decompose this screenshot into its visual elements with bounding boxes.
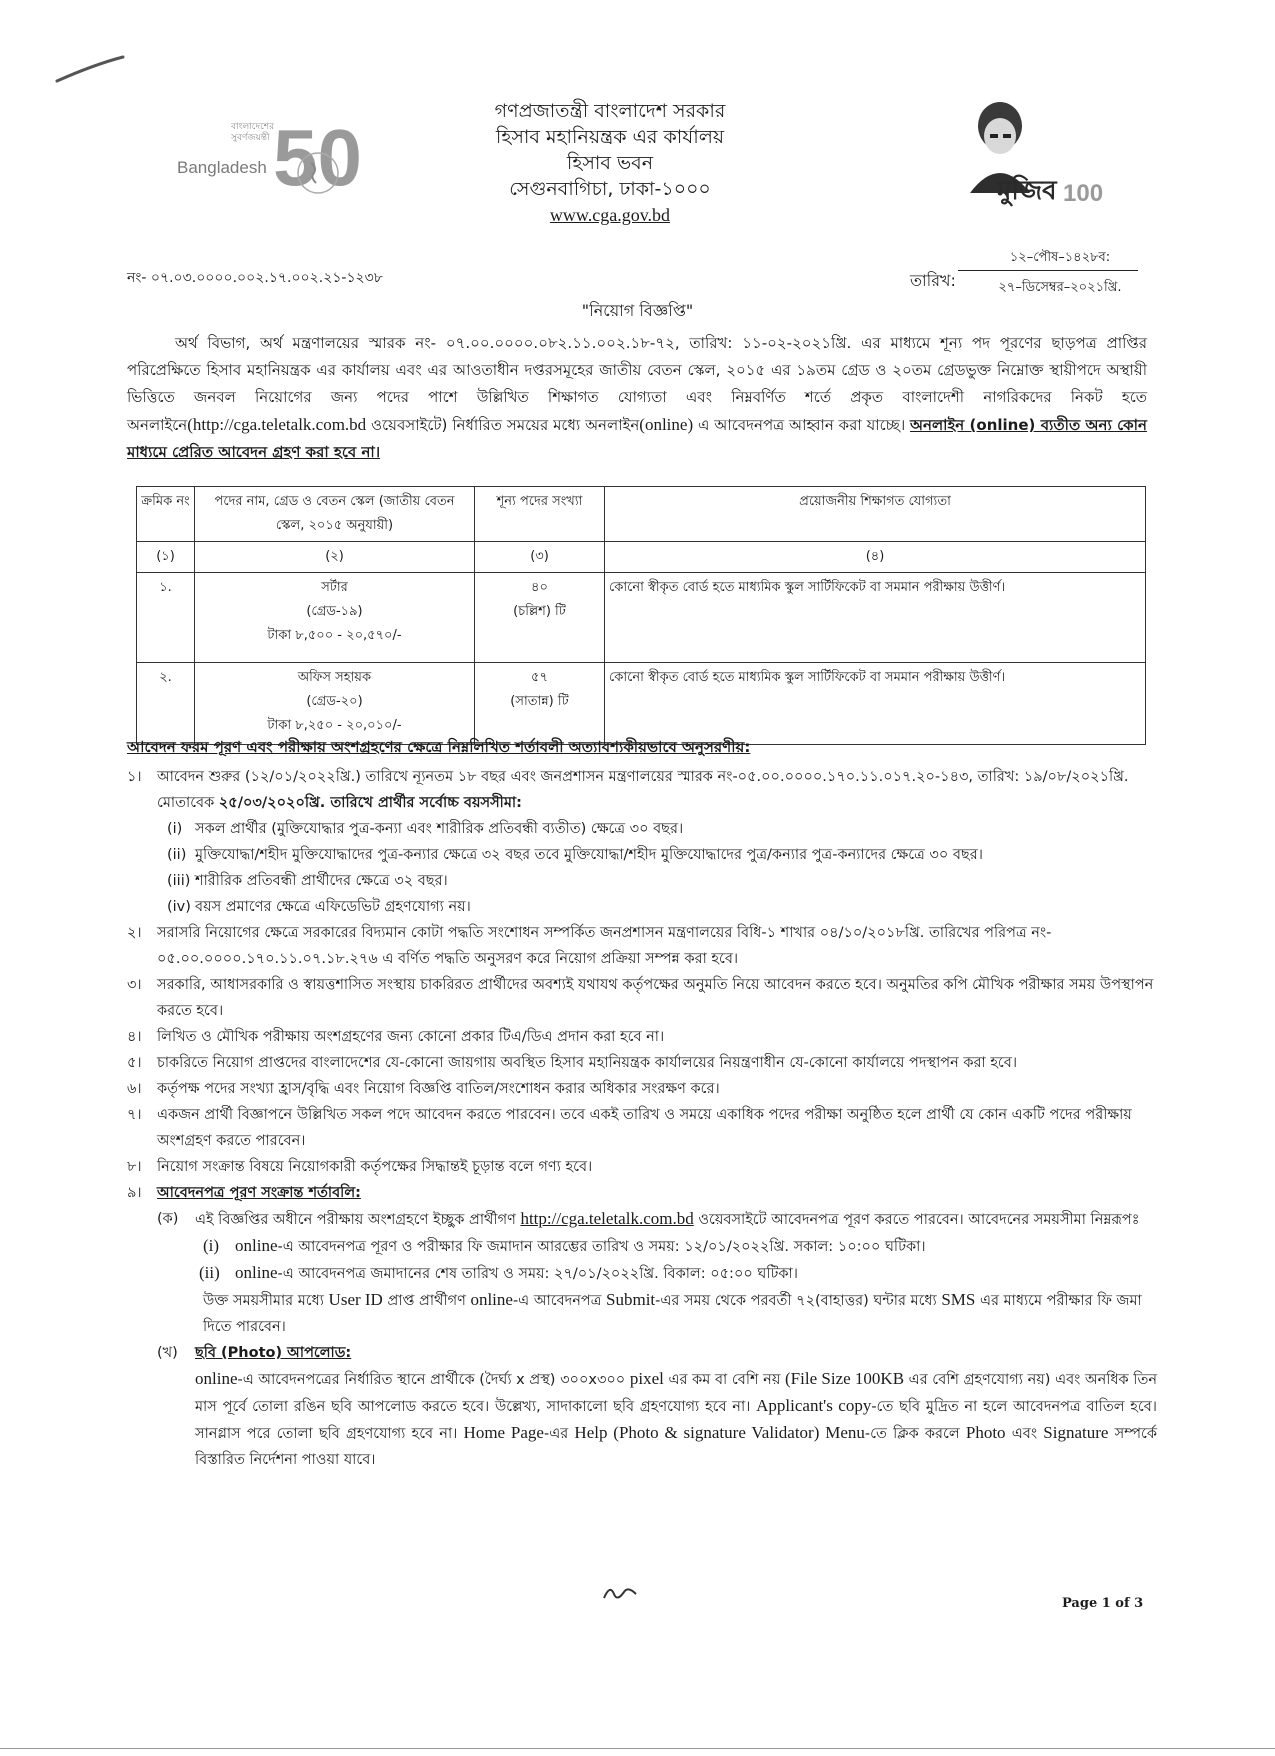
photo-upload-heading: ছবি (Photo) আপলোড: — [195, 1345, 352, 1361]
col-number: (৩) — [475, 542, 605, 573]
post-grade: (গ্রেড-১৯) — [306, 604, 363, 619]
age-sub-item — [157, 868, 1157, 894]
condition-text: সরকারি, আধাসরকারি ও স্বায়ত্তশাসিত সংস্থায় চাকরিরত প্রার্থীদের অবশ্যই যথাযথ কর্তৃপক্ষের অনুমতি নিয়ে আবেদন করতে হবে। অনুমতির কপি মৌখিক পরীক্ষার সময় উপস্থাপন করতে হবে। — [157, 977, 1154, 1019]
row-post — [195, 663, 475, 745]
sub-text: সকল প্রার্থীর (মুক্তিযোদ্ধার পুত্র-কন্যা এবং শারীরিক প্রতিবন্ধী ব্যতীত) ক্ষেত্রে ৩০ বছর। — [195, 821, 684, 837]
note-latin: Submit — [606, 1290, 656, 1309]
deadline-text: -এ আবেদনপত্র পূরণ ও পরীক্ষার ফি জমাদান আরম্ভের তারিখ ও সময়: ১২/০১/২০২২খ্রি. সকাল: ১০:০০ ঘটিকা। — [277, 1239, 926, 1255]
condition-number: ৫। — [127, 1055, 142, 1071]
online-word: online — [235, 1236, 278, 1255]
post-grade: (গ্রেড-২০) — [306, 694, 363, 709]
date-english: ২৭–ডিসেম্বর–২০২১খ্রি. — [998, 280, 1122, 295]
online-word: online — [235, 1263, 278, 1282]
header-website-link[interactable]: www.cga.gov.bd — [549, 205, 671, 225]
condition-item — [127, 972, 1157, 1024]
notice-title: "নিয়োগ বিজ্ঞপ্তি" — [581, 301, 694, 320]
sub-number: (ক) — [157, 1211, 179, 1227]
header-serial: ক্রমিক নং — [137, 487, 195, 542]
condition-item — [127, 1024, 1157, 1050]
table-row — [137, 573, 1146, 663]
condition-number: ১। — [127, 769, 142, 785]
conditions-section — [127, 734, 1157, 1473]
photo-text: -এর — [543, 1426, 575, 1442]
logo-left-number: 50 — [273, 113, 362, 202]
photo-text: এবং — [1005, 1426, 1044, 1442]
photo-text: -তে ক্লিক করলে — [864, 1426, 966, 1442]
photo-latin: pixel — [629, 1369, 664, 1388]
date-bangla: ১২–পৌষ–১৪২৮ব: — [1009, 250, 1111, 265]
row-serial: ২. — [137, 663, 195, 745]
table-column-number-row — [137, 542, 1146, 573]
table-header-row — [137, 487, 1146, 542]
recruitment-site-link[interactable]: (http://cga.teletalk.com.bd — [187, 415, 367, 434]
note-text: এর মাধ্যমে পরীক্ষার ফি জমা দিতে পারবেন। — [203, 1293, 1142, 1335]
deadline-item — [195, 1260, 1157, 1287]
post-pay-scale: টাকা ৮,২৫০ - ২০,০১০/- — [267, 718, 402, 733]
sub-text: মুক্তিযোদ্ধা/শহীদ মুক্তিযোদ্ধাদের পুত্র-কন্যার ক্ষেত্রে ৩২ বছর তবে মুক্তিযোদ্ধা/শহীদ মুক্তিযোদ্ধাদের পুত্র/কন্যার পুত্র-কন্যাদের ক্ষেত্রে ৩০ বছর। — [195, 847, 983, 863]
row-post — [195, 573, 475, 663]
condition-text: লিখিত ও মৌখিক পরীক্ষায় অংশগ্রহণের জন্য কোনো প্রকার টিএ/ডিএ প্রদান করা হবে না। — [157, 1029, 665, 1045]
photo-instructions — [195, 1366, 1157, 1473]
condition-item — [127, 1050, 1157, 1076]
photo-text: -তে ছবি মুদ্রিত না হলে আবেদনপত্র বাতিল হবে। সানগ্লাস পরে তোলা ছবি গ্রহণযোগ্য হবে না। — [195, 1399, 1157, 1442]
deadline-item — [195, 1233, 1157, 1260]
logo-left-word: Bangladesh — [177, 158, 267, 177]
conditions-heading: আবেদন ফরম পূরণ এবং পরীক্ষায় অংশগ্রহণের ক্ষেত্রে নিম্নলিখিত শর্তাবলী অত্যাবশ্যকীয়ভাবে অনুসরণীয়: — [127, 738, 751, 756]
header-building: হিসাব ভবন — [566, 152, 654, 174]
photo-text: সম্পর্কে বিস্তারিত নির্দেশনা পাওয়া যাবে। — [195, 1426, 1158, 1468]
note-text: -এ আবেদনপত্র — [512, 1293, 607, 1309]
note-latin: User ID — [328, 1290, 383, 1309]
header-vacancy-count: শূন্য পদের সংখ্যা — [475, 487, 605, 542]
sub-number: (iii) — [167, 873, 191, 889]
col-number: (১) — [137, 542, 195, 573]
condition-text: আবেদন শুরুর (১২/০১/২০২২খ্রি.) তারিখে ন্যূনতম ১৮ বছর এবং জনপ্রশাসন মন্ত্রণালয়ের স্মারক নং-০৫.০০.০০০০.১৭০.১১.০১৭.২০-১৪৩, তারিখ: ১৯/০৮/২০২১খ্রি. মোতাবেক — [157, 769, 1129, 811]
condition-number: ৮। — [127, 1159, 142, 1175]
condition-item — [127, 1154, 1157, 1180]
post-name: অফিস সহায়ক — [297, 670, 372, 685]
condition-item — [127, 920, 1157, 972]
photo-text: এর কম বা বেশি নয় — [663, 1372, 786, 1388]
age-sub-item — [157, 842, 1157, 868]
row-vacancy — [475, 573, 605, 663]
vacancy-count-words: (সাতান্ন) টি — [510, 694, 569, 709]
vacancy-count-words: (চল্লিশ) টি — [513, 604, 566, 619]
sub-number: (iv) — [167, 899, 191, 915]
date-divider — [958, 270, 1138, 271]
post-pay-scale: টাকা ৮,৫০০ - ২০,৫৭০/- — [267, 628, 402, 643]
condition-item — [127, 764, 1157, 920]
condition-item — [127, 1076, 1157, 1102]
row-vacancy — [475, 663, 605, 745]
photo-text: এর বেশি গ্রহণযোগ্য নয়) এবং অনধিক তিন মাস পূর্বে তোলা রঙিন ছবি আপলোড করতে হবে। উল্লেখ্য, সাদাকালো ছবি গ্রহণযোগ্য হবে না। — [195, 1372, 1157, 1415]
logo-right-number: 100 — [1063, 180, 1104, 207]
condition-number: ৭। — [127, 1107, 142, 1123]
condition-text: নিয়োগ সংক্রান্ত বিষয়ে নিয়োগকারী কর্তৃপক্ষের সিদ্ধান্তই চূড়ান্ত বলে গণ্য হবে। — [157, 1159, 593, 1175]
header-post: পদের নাম, গ্রেড ও বেতন স্কেল (জাতীয় বেতন স্কেল, ২০১৫ অনুযায়ী) — [195, 487, 475, 542]
condition-item — [127, 1180, 1157, 1473]
row-qualification: কোনো স্বীকৃত বোর্ড হতে মাধ্যমিক স্কুল সার্টিফিকেট বা সমমান পরীক্ষায় উত্তীর্ণ। — [605, 573, 1146, 663]
sub-text: এই বিজ্ঞপ্তির অধীনে পরীক্ষায় অংশগ্রহণে ইচ্ছুক প্রার্থীগণ — [195, 1212, 521, 1228]
note-text: -এর সময় থেকে পরবর্তী ৭২(বাহাত্তর) ঘন্টার মধ্যে — [655, 1293, 942, 1309]
vacancy-count: ৫৭ — [531, 670, 548, 685]
memo-number: নং- ০৭.০৩.০০০০.০০২.১৭.০০২.২১-১২৩৮ — [127, 270, 383, 286]
intro-text-1: অর্থ বিভাগ, অর্থ মন্ত্রণালয়ের স্মারক নং- ০৭.০০.০০০০.০৮২.১১.০০২.১৮-৭২, তারিখ: ১১-০২-২০২১খ্রি. এর মাধ্যমে শূন্য পদ পূরণের ছাড়পত্র প্রাপ্তির পরিপ্রেক্ষিতে হিসাব মহানিয়ন্ত্রক এর কার্যালয় এবং এর আওতাধীন দপ্তরসমূহের জাতীয় বেতন স্কেল, ২০১৫ এর ১৯তম গ্রেড ও ২০তম গ্রেডভুক্ত নিম্নোক্ত স্থায়ীপদে অস্থায়ী ভিত্তিতে জনবল নিয়োগের জন্য পদের পাশে উল্লিখিত শিক্ষাগত যোগ্যতা এবং নিম্নবর্ণিত শর্তে প্রকৃত বাংলাদেশী নাগরিকদের নিকট হতে অনলাইনে — [127, 334, 1147, 434]
table-row — [137, 663, 1146, 745]
row-qualification: কোনো স্বীকৃত বোর্ড হতে মাধ্যমিক স্কুল সার্টিফিকেট বা সমমান পরীক্ষায় উত্তীর্ণ। — [605, 663, 1146, 745]
sub-text: ওয়েবসাইটে আবেদনপত্র পূরণ করতে পারবেন। আবেদনের সময়সীমা নিম্নরূপঃ — [693, 1212, 1140, 1228]
page-number: Page 1 of 3 — [1062, 1596, 1144, 1611]
post-name: সর্টার — [321, 580, 348, 595]
condition-number: ৪। — [127, 1029, 142, 1045]
col-number: (৪) — [605, 542, 1146, 573]
sub-number: (ii) — [167, 847, 187, 863]
application-sub-item — [157, 1340, 1157, 1473]
sub-number: (ii) — [199, 1263, 220, 1282]
photo-latin: Applicant's copy — [756, 1396, 872, 1415]
condition-text: একজন প্রার্থী বিজ্ঞাপনে উল্লিখিত সকল পদে আবেদন করতে পারবেন। তবে একই তারিখ ও সময়ে একাধিক পদের পরীক্ষা অনুষ্ঠিত হলে প্রার্থী যে কোন একটি পদের পরীক্ষায় অংশগ্রহণ করতে পারবেন। — [157, 1107, 1132, 1149]
photo-latin: Help (Photo & signature Validator) Menu — [574, 1423, 865, 1442]
mujib-100-logo — [935, 98, 1110, 218]
teletalk-link[interactable]: http://cga.teletalk.com.bd — [520, 1209, 694, 1228]
condition-text: সরাসরি নিয়োগের ক্ষেত্রে সরকারের বিদ্যমান কোটা পদ্ধতি সংশোধন সম্পর্কিত জনপ্রশাসন মন্ত্রণালয়ের বিধি-১ শাখার ০৪/১০/২০১৮খ্রি. তারিখের পরিপত্র নং- ০৫.০০.০০০০.১৭০.১১.০৭.১৮.২৭৬ এ বর্ণিত পদ্ধতি অনুসরণ করে নিয়োগ প্রক্রিয়া সম্পন্ন করা হবে। — [157, 925, 1052, 967]
photo-latin: Signature — [1043, 1423, 1109, 1442]
photo-text: -এ আবেদনপত্রের নির্ধারিত স্থানে প্রার্থীকে (দৈর্ঘ্য x প্রস্থ) ৩০০x৩০০ — [237, 1372, 630, 1388]
vacancy-table — [136, 486, 1146, 745]
note-latin: SMS — [941, 1290, 976, 1309]
row-serial: ১. — [137, 573, 195, 663]
sub-text: শারীরিক প্রতিবন্ধী প্রার্থীদের ক্ষেত্রে ৩২ বছর। — [195, 873, 448, 889]
bottom-rule — [0, 1748, 1275, 1749]
photo-latin: Photo — [965, 1423, 1006, 1442]
intro-online-word: (online) — [639, 415, 694, 434]
col-number: (২) — [195, 542, 475, 573]
intro-text-3: এ আবেদনপত্র আহ্বান করা যাচ্ছে। — [693, 416, 911, 434]
application-conditions-heading: আবেদনপত্র পূরণ সংক্রান্ত শর্তাবলি: — [157, 1185, 361, 1201]
initial-signature — [600, 1578, 640, 1608]
condition-text: কর্তৃপক্ষ পদের সংখ্যা হ্রাস/বৃদ্ধি এবং নিয়োগ বিজ্ঞপ্তি বাতিল/সংশোধন করার অধিকার সংরক্ষণ করে। — [157, 1081, 720, 1097]
sub-text: বয়স প্রমাণের ক্ষেত্রে এফিডেভিট গ্রহণযোগ্য নয়। — [195, 899, 471, 915]
deadline-text: -এ আবেদনপত্র জমাদানের শেষ তারিখ ও সময়: ২৭/০১/২০২২খ্রি. বিকাল: ০৫:০০ ঘটিকা। — [277, 1266, 798, 1282]
vacancy-count: ৪০ — [531, 580, 548, 595]
photo-latin: (File Size 100KB — [785, 1369, 905, 1388]
intro-paragraph — [127, 330, 1147, 466]
photo-latin: online — [195, 1369, 238, 1388]
header-address: সেগুনবাগিচা, ঢাকা-১০০০ — [509, 178, 711, 200]
fee-note — [195, 1287, 1157, 1340]
office-header — [440, 98, 780, 228]
condition-number: ৩। — [127, 977, 142, 993]
condition-item — [127, 1102, 1157, 1154]
online-only-emphasis: অনলাইন (online) ব্যতীত অন্য কোন মাধ্যমে প্রেরিত আবেদন গ্রহণ করা হবে না। — [127, 416, 1147, 461]
logo-left-subtitle: বাংলাদেশের সুবর্ণজয়ন্তী — [231, 122, 275, 143]
header-office: হিসাব মহানিয়ন্ত্রক এর কার্যালয় — [495, 126, 725, 148]
date-label: তারিখ: — [910, 271, 956, 290]
condition-text: চাকরিতে নিয়োগ প্রাপ্তদের বাংলাদেশের যে-কোনো জায়গায় অবস্থিত হিসাব মহানিয়ন্ত্রক কার্যালয়ের নিয়ন্ত্রণাধীন যে-কোনো কার্যালয়ে পদস্থাপন করা হবে। — [157, 1055, 1018, 1071]
pen-stroke-mark — [55, 55, 125, 85]
intro-text-2: ওয়েবসাইটে) নির্ধারিত সময়ের মধ্যে অনলাইন — [366, 416, 640, 434]
photo-latin: Home Page — [463, 1423, 544, 1442]
age-sub-item — [157, 816, 1157, 842]
sub-number: (i) — [167, 821, 183, 837]
note-latin: online — [470, 1290, 513, 1309]
logo-right-word: মুজিব — [997, 176, 1057, 206]
globe-icon — [293, 148, 343, 198]
sub-number: (i) — [203, 1236, 220, 1255]
age-sub-item — [157, 894, 1157, 920]
condition-number: ৬। — [127, 1081, 142, 1097]
sub-number: (খ) — [157, 1345, 178, 1361]
bangladesh-50-logo — [165, 110, 362, 210]
note-text: উক্ত সময়সীমার মধ্যে — [203, 1293, 329, 1309]
condition-number: ৯। — [127, 1185, 142, 1201]
header-qualification: প্রয়োজনীয় শিক্ষাগত যোগ্যতা — [605, 487, 1146, 542]
condition-number: ২। — [127, 925, 142, 941]
age-limit-emphasis: ২৫/০৩/২০২০খ্রি. তারিখে প্রার্থীর সর্বোচ্চ বয়সসীমা: — [218, 795, 522, 811]
note-text: প্রাপ্ত প্রার্থীগণ — [382, 1293, 471, 1309]
application-sub-item — [157, 1206, 1157, 1340]
header-govt: গণপ্রজাতন্ত্রী বাংলাদেশ সরকার — [494, 100, 726, 122]
